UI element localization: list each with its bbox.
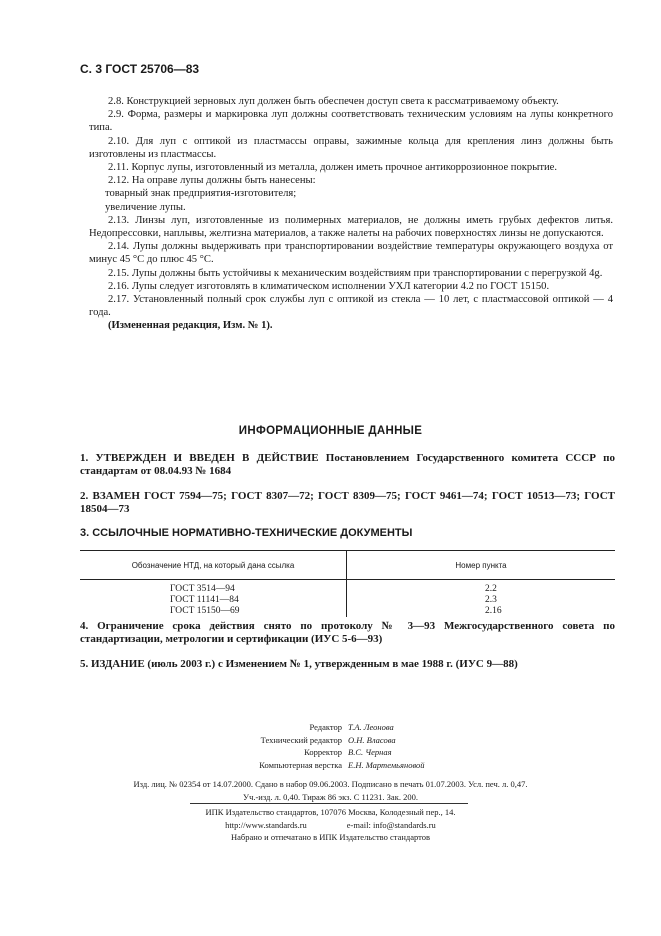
- credit-row: [0, 721, 661, 734]
- paragraph: 2.15. Лупы должны быть устойчивы к механическим воздействиям при транспортировании с перегрузкой 4g.: [108, 267, 603, 279]
- paragraph: 2.14. Лупы должны выдерживать при транспортировании воздействие температуры окружающего воздуха от минус 45 °С до плюс 45 °С.: [89, 241, 613, 266]
- paragraph: 2.10. Для луп с оптикой из пластмассы оправы, зажимные кольца для крепления линз должны быть изготовлены из пластмассы.: [89, 135, 613, 160]
- publisher-address: ИПК Издательство стандартов, 107076 Москва, Колодезный пер., 14.: [205, 807, 456, 817]
- email-link[interactable]: e-mail: info@standards.ru: [346, 819, 436, 830]
- section-edition: 5. ИЗДАНИЕ (июль 2003 г.) с Изменением № 1, утвержденным в мае 1988 г. (ИУС 9—88): [80, 658, 518, 670]
- credit-row: [0, 734, 661, 747]
- paragraph: 2.13. Линзы луп, изготовленные из полимерных материалов, не должны иметь грубых дефектов литья. Недопрессовки, наплывы, желтизна материалов, а также налеты на рабочих поверхностях линзы не допускаются.: [89, 214, 613, 240]
- table-cell-document: ГОСТ 11141—84: [80, 595, 347, 606]
- publication-line: Уч.-изд. л. 0,40. Тираж 86 экз. С 11231. Зак. 200.: [243, 792, 418, 802]
- paragraph: 2.12. На оправе лупы должны быть нанесены:: [108, 175, 316, 187]
- amendment-note: (Измененная редакция, Изм. № 1).: [108, 320, 273, 332]
- credit-name: Т.А. Леонова: [348, 722, 394, 732]
- credit-name: О.Н. Власова: [348, 734, 396, 745]
- section-approved: 1. УТВЕРЖДЕН И ВВЕДЕН В ДЕЙСТВИЕ Постановлением Государственного комитета СССР по стандартам от 08.04.93 № 1684: [80, 452, 615, 477]
- publisher-info: [0, 806, 661, 844]
- publisher-contacts: [0, 819, 661, 832]
- section-replaces: 2. ВЗАМЕН ГОСТ 7594—75; ГОСТ 8307—72; ГОСТ 8309—75; ГОСТ 9461—74; ГОСТ 10513—73; ГОСТ 18504—73: [80, 490, 615, 515]
- table-header-clause: Номер пункта: [347, 551, 616, 580]
- table-cell-clause: 2.3: [485, 595, 497, 605]
- table-row: [80, 595, 615, 606]
- credit-role: Компьютерная верстка: [259, 759, 342, 770]
- table-row: [80, 606, 615, 617]
- paragraph: товарный знак предприятия-изготовителя;: [105, 188, 297, 200]
- table-cell-clause: 2.2: [485, 584, 497, 594]
- table-cell-clause: 2.16: [485, 606, 502, 616]
- website-link[interactable]: http://www.standards.ru: [225, 819, 307, 830]
- paragraph: 2.17. Установленный полный срок службы луп с оптикой из стекла — 10 лет, с пластмассовой оптикой — 4 года.: [89, 294, 613, 319]
- table-cell-document: ГОСТ 15150—69: [80, 606, 347, 617]
- credit-name: Е.Н. Мартемьяновой: [348, 759, 425, 770]
- table-row: [80, 580, 615, 596]
- paragraph: 2.9. Форма, размеры и маркировка луп должны соответствовать техническим условиям на лупы конкретного типа.: [89, 109, 613, 134]
- paragraph: 2.16. Лупы следует изготовлять в климатическом исполнении УХЛ категории 4.2 по ГОСТ 15150.: [108, 280, 550, 292]
- credits: [0, 721, 661, 771]
- divider: [190, 803, 468, 804]
- paragraph: 2.8. Конструкцией зерновых луп должен быть обеспечен доступ света к рассматриваемому объекту.: [108, 96, 559, 107]
- page-header: С. 3 ГОСТ 25706—83: [80, 62, 200, 76]
- paragraph: увеличение лупы.: [105, 201, 186, 213]
- body-text: [89, 95, 613, 333]
- paragraph: 2.11. Корпус лупы, изготовленный из металла, должен иметь прочное антикоррозионное покрытие.: [108, 162, 557, 174]
- table-header-document: Обозначение НТД, на который дана ссылка: [80, 551, 347, 580]
- section-validity: 4. Ограничение срока действия снято по протоколу № 3—93 Межгосударственного совета по стандартизации, метрологии и сертификации (ИУС 5-6—93): [80, 620, 615, 645]
- publication-line: Изд. лиц. № 02354 от 14.07.2000. Сдано в набор 09.06.2003. Подписано в печать 01.07.2003. Усл. печ. л. 0,47.: [133, 779, 528, 789]
- section-references-title: 3. ССЫЛОЧНЫЕ НОРМАТИВНО-ТЕХНИЧЕСКИЕ ДОКУМЕНТЫ: [80, 527, 413, 539]
- table-cell-document: ГОСТ 3514—94: [80, 580, 347, 596]
- printed-by: Набрано и отпечатано в ИПК Издательство стандартов: [230, 832, 431, 842]
- references-table: [80, 550, 615, 617]
- credit-role: Редактор: [309, 722, 342, 732]
- credit-row: [0, 759, 661, 772]
- credit-role: Технический редактор: [260, 734, 342, 745]
- credit-name: В.С. Черная: [348, 747, 392, 757]
- info-title: ИНФОРМАЦИОННЫЕ ДАННЫЕ: [238, 425, 423, 437]
- publication-details: [0, 778, 661, 804]
- credit-row: [0, 746, 661, 759]
- credit-role: Корректор: [304, 747, 342, 757]
